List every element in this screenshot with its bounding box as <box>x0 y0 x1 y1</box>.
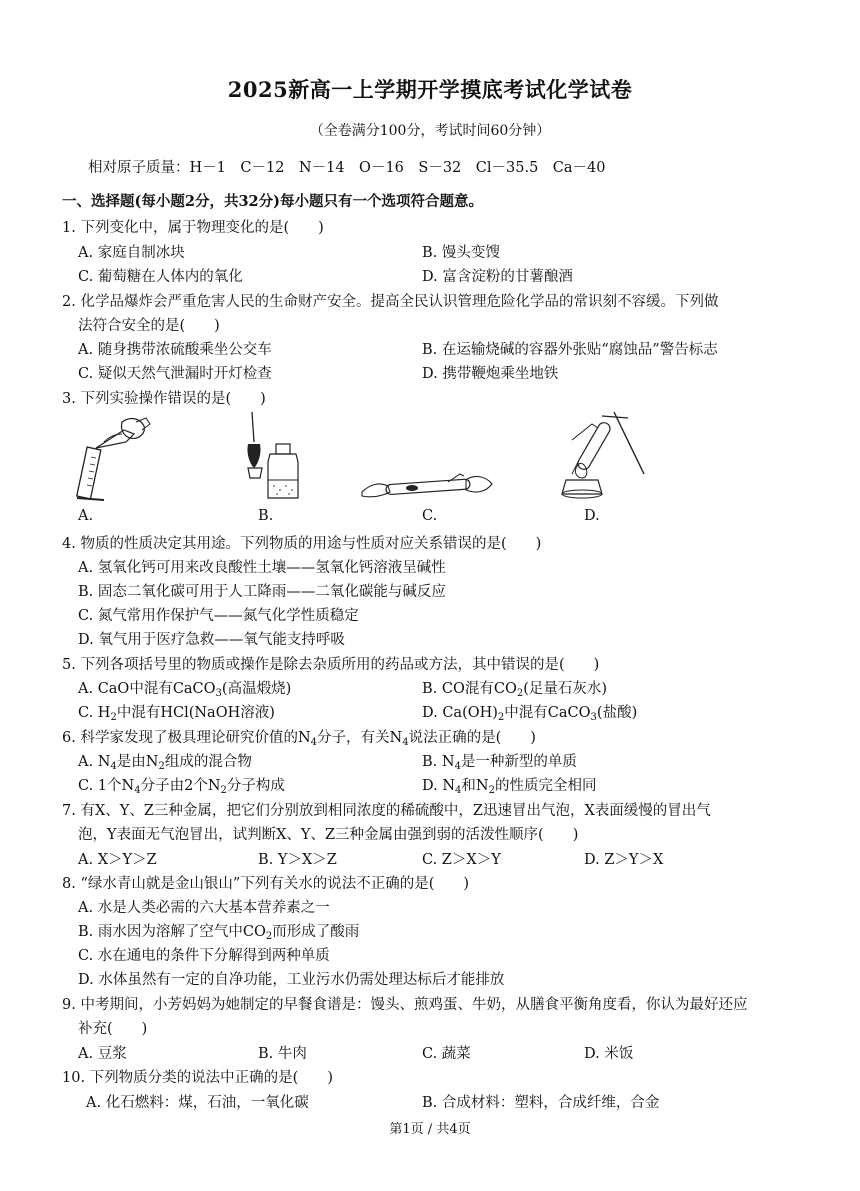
q4-option-b: B. 固态二氧化碳可用于人工降雨——二氧化碳能与碱反应 <box>78 584 446 600</box>
q1-option-c: C. 葡萄糖在人体内的氧化 <box>78 269 243 285</box>
q3-option-a: A. <box>78 508 94 524</box>
page-title: 2025新高一上学期开学摸底考试化学试卷 <box>227 77 633 102</box>
figure-a-cylinder-reading <box>74 412 164 504</box>
q8-stem: 8. “绿水青山就是金山银山”下列有关水的说法不正确的是( ) <box>62 876 470 892</box>
q1-option-b: B. 馒头变馊 <box>422 245 500 261</box>
atomic-masses: 相对原子质量：H－1 C－12 N－14 O－16 S－32 Cl－35.5 Ca－40 <box>88 160 606 176</box>
q1-option-a: A. 家庭自制冰块 <box>78 245 185 261</box>
q2-stem-line2: 法符合安全的是( ) <box>78 318 220 334</box>
q6-stem: 6. 科学家发现了极具理论研究价值的$N_4$分子，有关$N_4$说法正确的是( ) <box>62 730 536 748</box>
q10-option-a: A. 化石燃料：煤，石油，一氧化碳 <box>86 1095 309 1111</box>
q6-option-a: A. $N_4$是由$N_2$组成的混合物 <box>78 754 252 772</box>
q7-option-a: A. X＞Y＞Z <box>78 852 157 868</box>
q6-option-b: B. $N_4$是一种新型的单质 <box>422 754 577 772</box>
page-footer: 第1页 / 共4页 <box>389 1122 471 1137</box>
q2-stem-line1: 2. 化学品爆炸会严重危害人民的生命财产安全。提高全民认识管理危险化学品的常识刻不容缓。下列做 <box>62 294 719 310</box>
q5-option-c: C. $H_2$中混有HCl(NaOH溶液) <box>78 705 275 723</box>
q8-option-c: C. 水在通电的条件下分解得到两种单质 <box>78 948 330 964</box>
q7-option-d: D. Z＞Y＞X <box>584 852 664 868</box>
q5-option-d: D. $Ca(OH)_2$中混有CaCO$_3$(盐酸) <box>422 705 638 723</box>
q2-option-d: D. 携带鞭炮乘坐地铁 <box>422 366 559 382</box>
q8-option-a: A. 水是人类必需的六大基本营养素之一 <box>78 900 330 916</box>
q9-stem-line1: 9. 中考期间，小芳妈妈为她制定的早餐食谱是：馒头、煎鸡蛋、牛奶，从膳食平衡角度看，你认为最好还应 <box>62 997 748 1013</box>
q5-option-b: B. CO混有$CO_2$(足量石灰水) <box>422 681 608 699</box>
q9-option-d: D. 米饭 <box>584 1046 634 1062</box>
figure-d-heating-tube <box>552 404 652 502</box>
figure-b-dropper-bottle <box>232 408 312 504</box>
section-heading: 一、选择题(每小题2分，共32分)每小题只有一个选项符合题意。 <box>62 193 483 210</box>
q8-option-d: D. 水体虽然有一定的自净功能，工业污水仍需处理达标后才能排放 <box>78 972 505 988</box>
q8-option-b: B. 雨水因为溶解了空气中$CO_2$而形成了酸雨 <box>78 924 360 942</box>
q1-option-d: D. 富含淀粉的甘薯酿酒 <box>422 269 573 285</box>
q3-option-b: B. <box>258 508 274 524</box>
q9-option-a: A. 豆浆 <box>78 1046 127 1062</box>
q1-stem: 1. 下列变化中，属于物理变化的是( ) <box>62 220 324 236</box>
q7-stem-line1: 7. 有X、Y、Z三种金属，把它们分别放到相同浓度的稀硫酸中，Z迅速冒出气泡，X表面缓慢的冒出气 <box>62 803 711 819</box>
q2-option-c: C. 疑似天然气泄漏时开灯检查 <box>78 366 272 382</box>
q3-option-d: D. <box>584 508 600 524</box>
q7-option-c: C. Z＞X＞Y <box>422 852 501 868</box>
q4-option-a: A. 氢氧化钙可用来改良酸性土壤——氢氧化钙溶液呈碱性 <box>78 560 446 576</box>
q5-stem: 5. 下列各项括号里的物质或操作是除去杂质所用的药品或方法，其中错误的是( ) <box>62 657 600 673</box>
exam-info: （全卷满分100分，考试时间60分钟） <box>309 123 551 139</box>
q9-option-c: C. 蔬菜 <box>422 1046 471 1062</box>
q9-option-b: B. 牛肉 <box>258 1046 307 1062</box>
q10-stem: 10. 下列物质分类的说法中正确的是( ) <box>62 1070 333 1086</box>
q10-option-b: B. 合成材料：塑料，合成纤维，合金 <box>422 1095 660 1111</box>
q7-option-b: B. Y＞X＞Z <box>258 852 337 868</box>
q4-option-d: D. 氧气用于医疗急救——氧气能支持呼吸 <box>78 632 345 648</box>
q3-stem: 3. 下列实验操作错误的是( ) <box>62 391 266 407</box>
q7-stem-line2: 泡，Y表面无气泡冒出，试判断X、Y、Z三种金属由强到弱的活泼性顺序( ) <box>78 827 579 843</box>
q2-option-b: B. 在运输烧碱的容器外张贴“腐蚀品”警告标志 <box>422 342 718 358</box>
q6-option-c: C. 1个$N_4$分子由2个$N_2$分子构成 <box>78 778 285 796</box>
q3-option-c: C. <box>422 508 438 524</box>
q5-option-a: A. CaO中混有CaCO$_3$(高温煅烧) <box>78 681 292 699</box>
q4-option-c: C. 氮气常用作保护气——氮气化学性质稳定 <box>78 608 359 624</box>
q6-option-d: D. $N_4$和$N_2$的性质完全相同 <box>422 778 597 796</box>
q9-stem-line2: 补充( ) <box>78 1021 148 1037</box>
q2-option-a: A. 随身携带浓硫酸乘坐公交车 <box>78 342 272 358</box>
q4-stem: 4. 物质的性质决定其用途。下列物质的用途与性质对应关系错误的是( ) <box>62 536 542 552</box>
figure-c-test-tube <box>356 462 496 506</box>
